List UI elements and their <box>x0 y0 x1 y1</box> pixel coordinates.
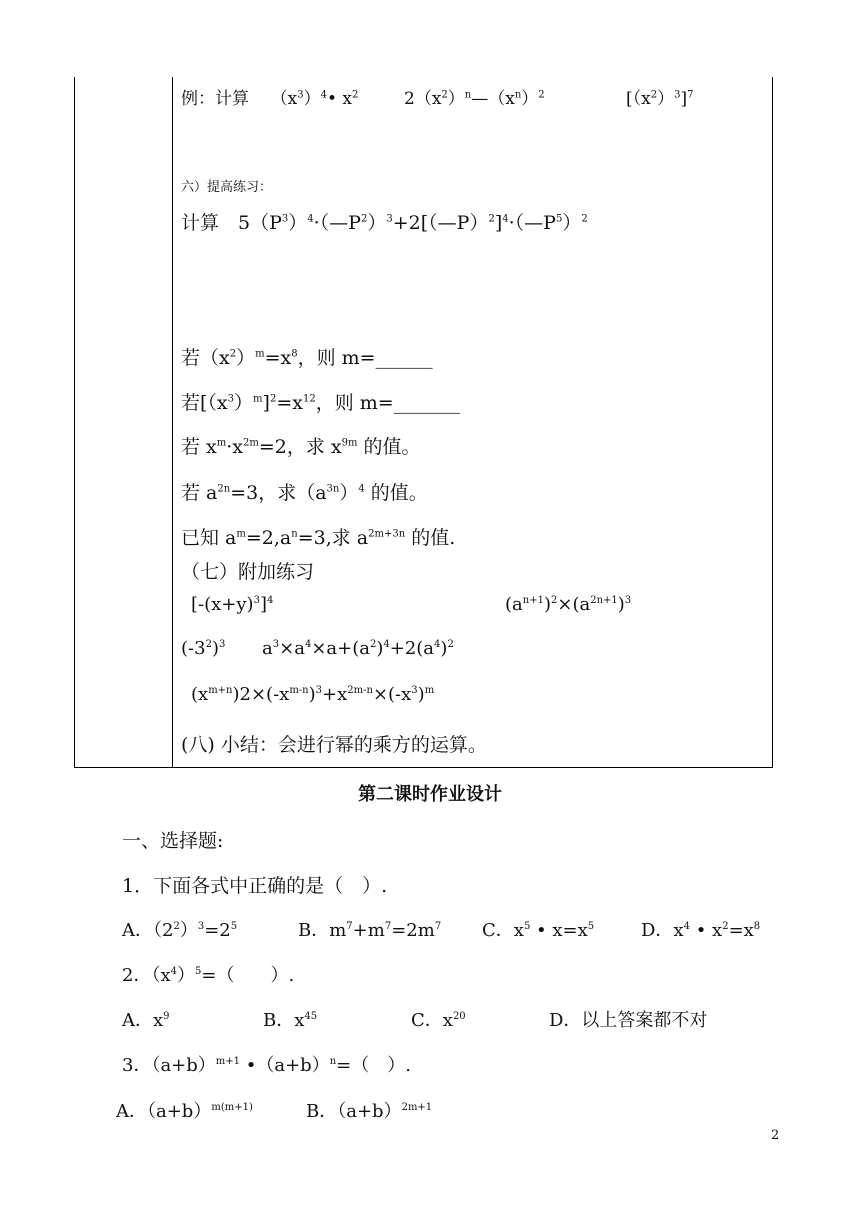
section6-heading: 六）提高练习： <box>181 180 273 195</box>
example-line: 例：计算 $(x^3)^4•$ $x^2$ <box>181 89 359 109</box>
extra-expr-5: $(x^{m+n})2\times(-x^{m-n})^3+x^{2m-n}\times(-x^3)^m$ <box>191 684 435 705</box>
part1-heading: 一、选择题: <box>122 830 224 852</box>
example-expr-3: $[(x^2)^3]^7$ <box>626 89 694 109</box>
homework-title: 第二课时作业设计 <box>358 784 502 805</box>
lesson-table <box>74 77 773 768</box>
hw-question-1: 1．下面各式中正确的是（ ）. <box>122 875 388 897</box>
page-number: 2 <box>771 1128 780 1143</box>
hw-q1-option-c: C．$x^5$ • $x=x^5$ <box>482 920 595 941</box>
extra-expr-3: $(-3^2)^3$ <box>181 638 226 659</box>
section8-summary: (八) 小结：会进行幂的乘方的运算。 <box>181 734 487 756</box>
example-expr-2: $2(x^2)^n—(x^n)^2$ <box>404 89 545 109</box>
hw-q2-option-c: C．$x^{20}$ <box>411 1010 466 1031</box>
question-5: 已知 $a^m=2,a^n=3$,求 $a^{2m+3n}$ 的值. <box>181 527 456 549</box>
section6-calc: 计算 $5(P^3)^4\cdot(—P^2)^3+2[(—P)^2]^4\cdot(—P^5)^2$ <box>181 212 588 234</box>
hw-question-3: 3．$(a+b)^{m+1}$ $•(a+b)^n=$（ ）. <box>122 1055 411 1076</box>
question-1: 若$(x^2)^m=x^8$，则 m=______ <box>181 347 433 369</box>
table-column-divider <box>172 77 173 767</box>
hw-q1-option-d: D．$x^4$ • $x^2=x^8$ <box>641 920 761 941</box>
hw-question-2: 2．$(x^4)^5=$（ ）. <box>122 965 295 986</box>
question-4: 若 $a^{2n}=3$，求$(a^{3n})^4$ 的值。 <box>181 482 428 504</box>
hw-q1-option-a: A．$(2^2)^3=2^5$ <box>122 920 238 941</box>
hw-q3-option-a: A．$(a+b)^{m(m+1)}$ <box>116 1101 253 1122</box>
extra-expr-1: $[-(x+y)^3]^4$ <box>191 594 274 615</box>
question-3: 若 $x^m\cdot x^{2m}=2$，求 $x^{9m}$ 的值。 <box>181 436 421 458</box>
extra-expr-4: $a^3\times a^4\times a+(a^2)^4+2(a^4)^2$ <box>262 638 454 659</box>
extra-expr-2: $(a^{n+1})^2\times(a^{2n+1})^3$ <box>505 594 632 615</box>
hw-q2-option-a: A．$x^9$ <box>122 1010 170 1031</box>
section7-heading: （七）附加练习 <box>181 561 315 583</box>
hw-q2-option-b: B．$x^{45}$ <box>263 1010 318 1031</box>
question-2: 若$[(x^3)^m]^2=x^{12}$，则 m=_______ <box>181 392 461 414</box>
hw-q1-option-b: B．$m^7+m^7=2m^7$ <box>298 920 442 941</box>
hw-q2-option-d: D．以上答案都不对 <box>549 1010 708 1031</box>
hw-q3-option-b: B．$(a+b)^{2m+1}$ <box>306 1101 433 1122</box>
